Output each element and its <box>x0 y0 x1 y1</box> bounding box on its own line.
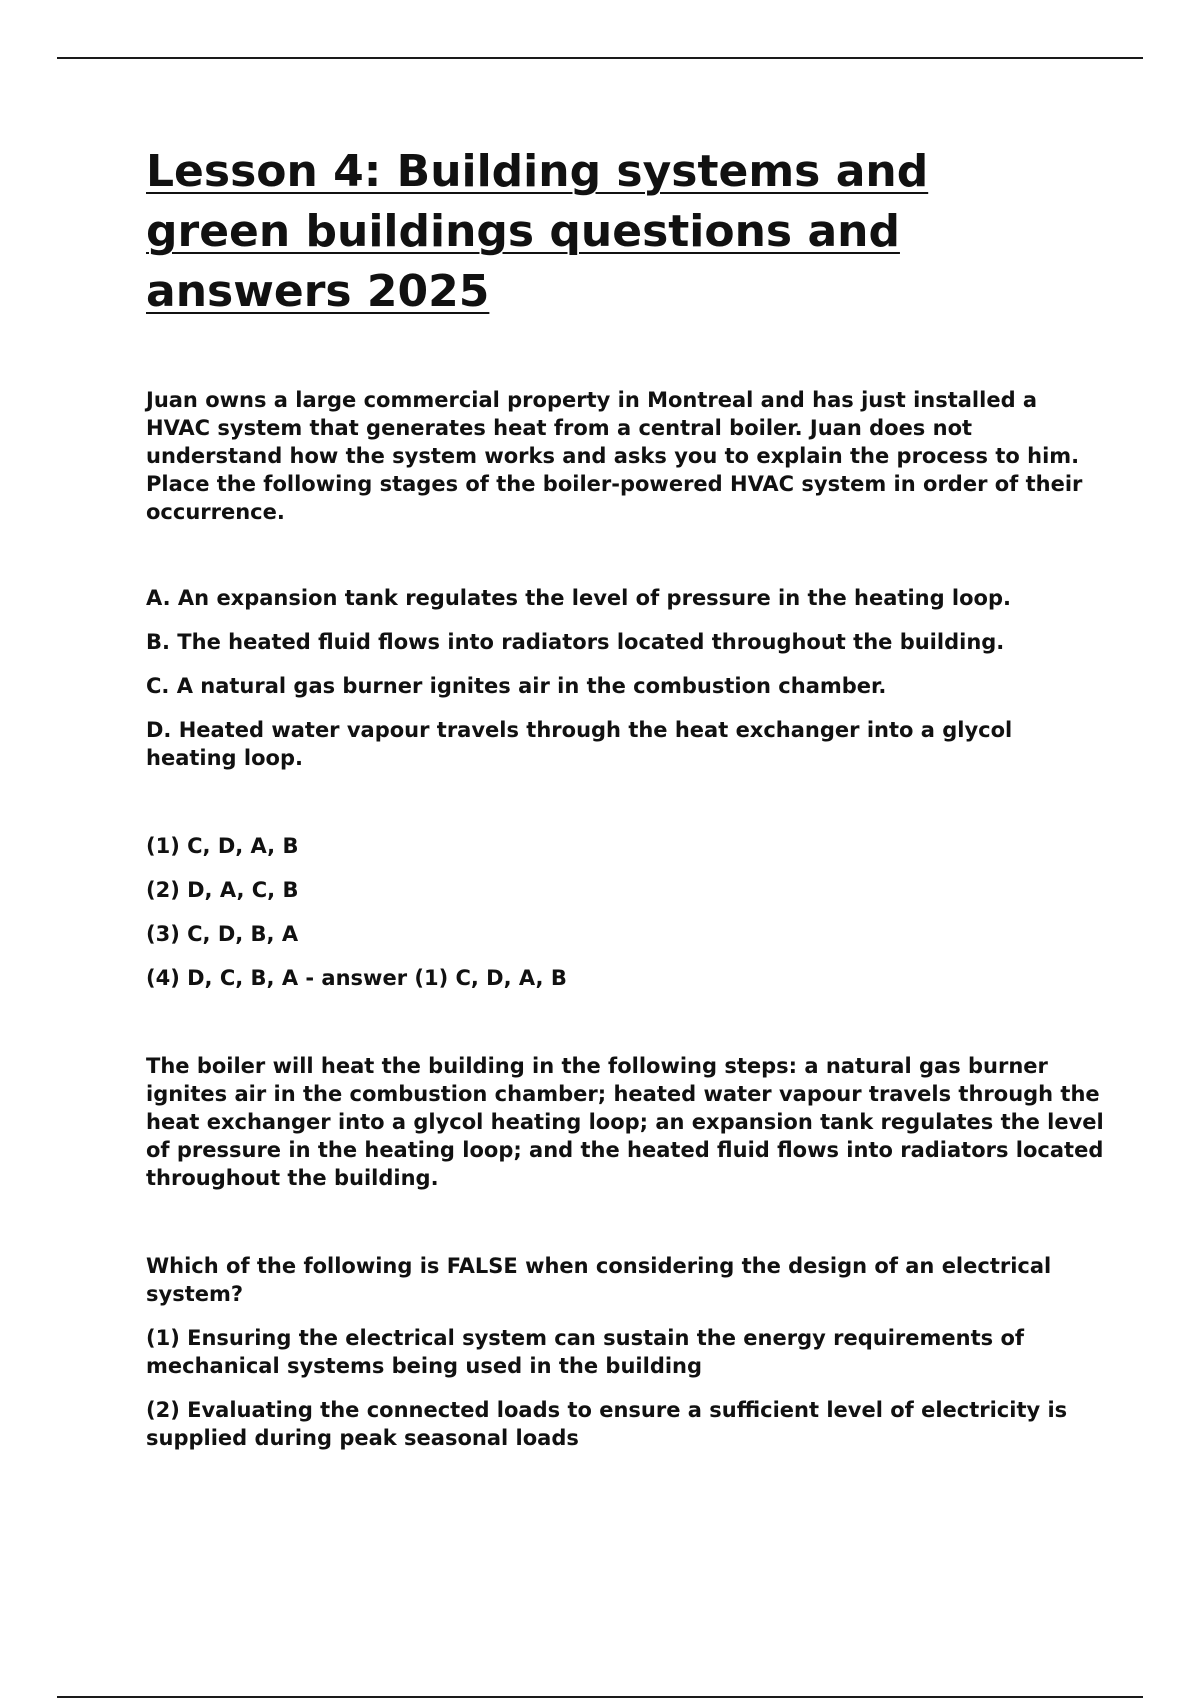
option-2: (2) D, A, C, B <box>146 878 299 902</box>
question-2-prompt: Which of the following is FALSE when considering the design of an electrical system? <box>146 1254 1052 1306</box>
question-2-options <box>146 1324 1106 1452</box>
statement-c: C. A natural gas burner ignites air in the combustion chamber. <box>146 674 887 698</box>
document-body <box>146 142 1106 1452</box>
question-1-explanation: The boiler will heat the building in the following steps: a natural gas burner ignites air in the combustion chamber; heated water vapour travels through the heat exchanger into a glycol heating loop; an expansion tank regulates the level of pressure in the heating loop; and the heated fluid flows into radiators located throughout the building. <box>146 1054 1104 1190</box>
top-divider <box>57 57 1143 59</box>
q2-option-1: (1) Ensuring the electrical system can sustain the energy requirements of mechanical systems being used in the building <box>146 1326 1025 1378</box>
statement-d: D. Heated water vapour travels through the heat exchanger into a glycol heating loop. <box>146 718 1013 770</box>
option-4-with-answer: (4) D, C, B, A - answer (1) C, D, A, B <box>146 966 567 990</box>
option-1: (1) C, D, A, B <box>146 834 299 858</box>
question-1-statements <box>146 584 1106 772</box>
bottom-divider <box>57 1696 1143 1698</box>
page-title: Lesson 4: Building systems and green buildings questions and answers 2025 <box>146 146 929 317</box>
question-1-options <box>146 832 1106 992</box>
statement-a: A. An expansion tank regulates the level of pressure in the heating loop. <box>146 586 1011 610</box>
statement-b: B. The heated fluid flows into radiators located throughout the building. <box>146 630 1005 654</box>
q2-option-2: (2) Evaluating the connected loads to ensure a sufficient level of electricity is supplied during peak seasonal loads <box>146 1398 1068 1450</box>
option-3: (3) C, D, B, A <box>146 922 299 946</box>
question-1-prompt: Juan owns a large commercial property in Montreal and has just installed a HVAC system that generates heat from a central boiler. Juan does not understand how the system works and asks you to explain the process to him. Place the following stages of the boiler-powered HVAC system in order of their occurrence. <box>146 388 1083 524</box>
